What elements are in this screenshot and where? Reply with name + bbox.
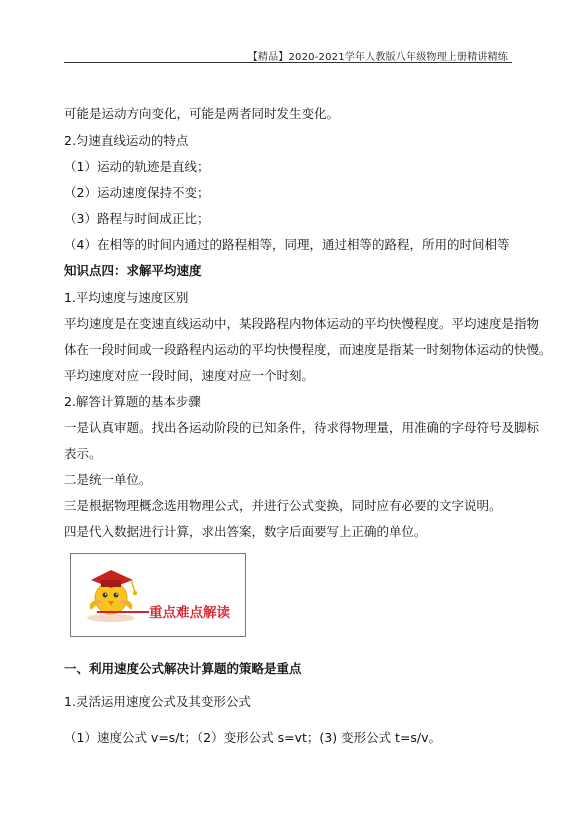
formula-line: （1）速度公式 v=s/t；（2）变形公式 s=vt；(3) 变形公式 t=s/v。 bbox=[64, 730, 442, 745]
header-divider bbox=[64, 62, 512, 63]
paragraph-line: 平均速度对应一段时间，速度对应一个时刻。 bbox=[64, 368, 315, 383]
paragraph-line: 平均速度是在变速直线运动中，某段路程内物体运动的平均快慢程度。平均速度是指物 bbox=[64, 316, 540, 331]
paragraph-line: 表示。 bbox=[64, 446, 102, 461]
subsection-title: 1.灵活运用速度公式及其变形公式 bbox=[64, 694, 251, 709]
graduation-chick-icon bbox=[77, 560, 147, 626]
knowledge-point-heading: 知识点四：求解平均速度 bbox=[64, 263, 202, 278]
list-item: （1）运动的轨迹是直线； bbox=[64, 159, 210, 174]
paragraph-line: 体在一段时间或一段路程内运动的平均快慢程度，而速度是指某一时刻物体运动的快慢。 bbox=[64, 342, 552, 357]
list-item: （4）在相等的时间内通过的路程相等，同理，通过相等的路程，所用的时间相等 bbox=[64, 237, 510, 252]
banner-underline bbox=[97, 611, 149, 613]
key-points-banner bbox=[70, 553, 246, 637]
paragraph-line: 三是根据物理概念选用物理公式，并进行公式变换，同时应有必要的文字说明。 bbox=[64, 498, 502, 513]
paragraph-line: 2.解答计算题的基本步骤 bbox=[64, 394, 201, 409]
list-item: （3）路程与时间成正比； bbox=[64, 211, 210, 226]
banner-label: 重点难点解读 bbox=[149, 605, 230, 621]
page-header: 【精品】2020-2021学年人教版八年级物理上册精讲精练 bbox=[247, 52, 508, 63]
paragraph-line: 一是认真审题。找出各运动阶段的已知条件，待求得物理量，用准确的字母符号及脚标 bbox=[64, 420, 540, 435]
paragraph-line: 可能是运动方向变化，可能是两者同时发生变化。 bbox=[64, 106, 340, 121]
paragraph-line: 四是代入数据进行计算，求出答案，数字后面要写上正确的单位。 bbox=[64, 524, 427, 539]
section-heading: 一、利用速度公式解决计算题的策略是重点 bbox=[64, 661, 302, 676]
list-item: （2）运动速度保持不变； bbox=[64, 185, 210, 200]
paragraph-line: 1.平均速度与速度区别 bbox=[64, 290, 189, 305]
paragraph-line: 2.匀速直线运动的特点 bbox=[64, 133, 189, 148]
paragraph-line: 二是统一单位。 bbox=[64, 472, 152, 487]
